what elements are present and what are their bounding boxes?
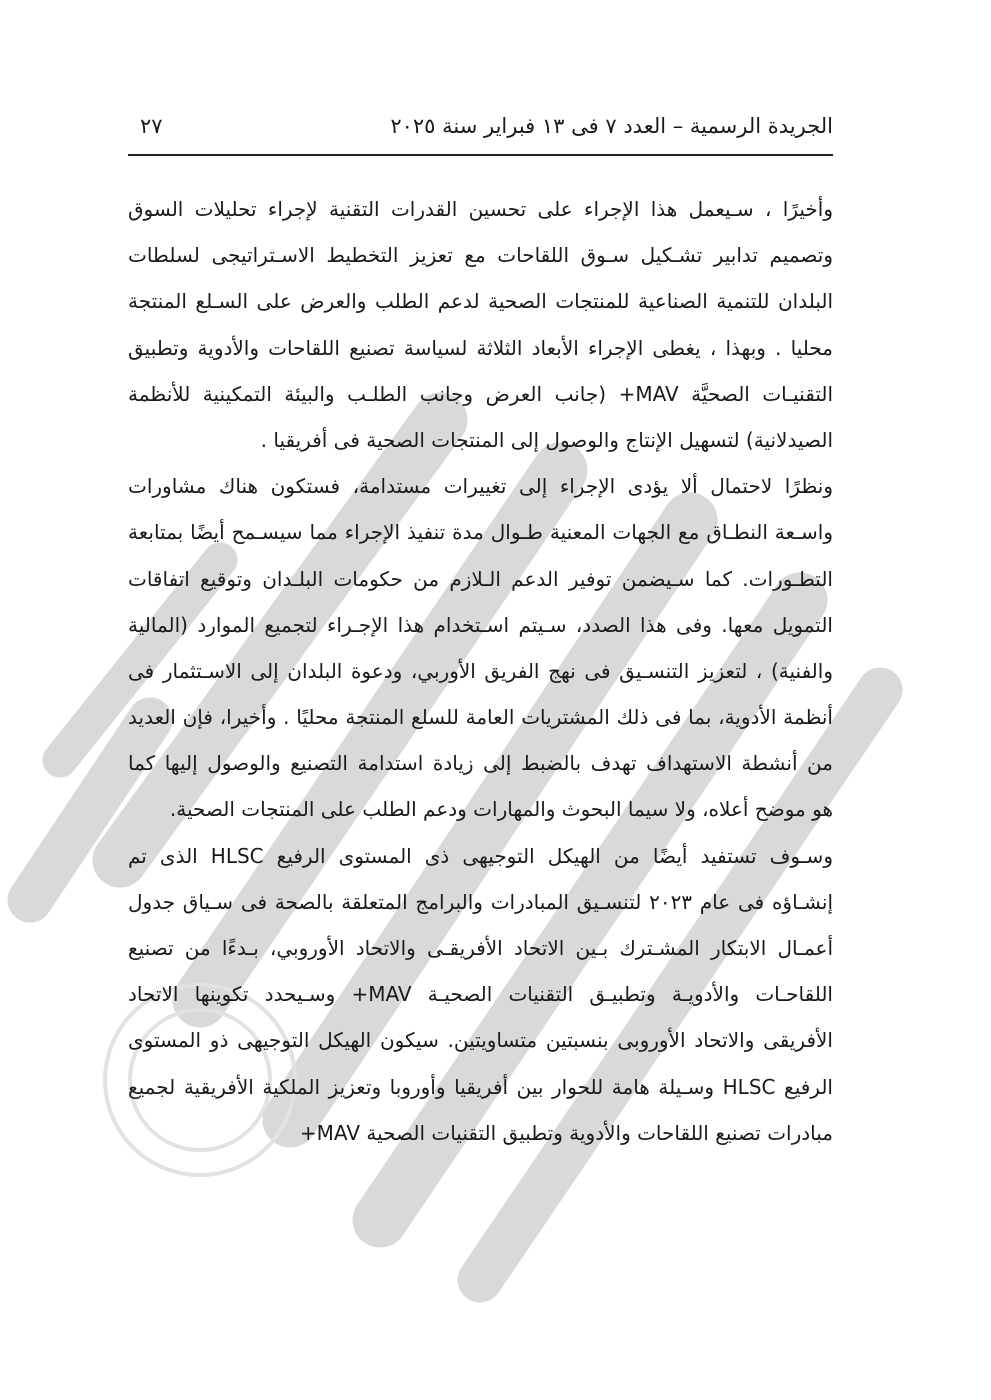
text-line: إنشـاؤه فى عام ٢٠٢٣ لتنسـيق المبادرات والبرامج المتعلقة بالصحة فى سـياق جدول (128, 889, 833, 914)
gazette-title: الجريدة الرسمية – العدد ٧ فى ١٣ فبراير سنة ٢٠٢٥ (390, 114, 833, 138)
text-line: التمويل معها. وفى هذا الصدد، سـيتم اسـتخدام هذا الإجـراء لتجميع الموارد (المالية (128, 612, 833, 637)
page-header (128, 108, 833, 156)
text-line: التطـورات. كما سـيضمن توفير الدعم الـلازم من حكومات البلـدان وتوقيع اتفاقات (128, 566, 833, 591)
text-line: هو موضح أعلاه، ولا سيما البحوث والمهارات ودعم الطلب على المنتجات الصحية. (169, 797, 833, 822)
text-line: محليا . وبهذا ، يغطى الإجراء الأبعاد الثلاثة لسياسة تصنيع اللقاحات والأدوية وتطبيق (128, 335, 833, 360)
text-line: الرفيع HLSC وسـيلة هامة للحوار بين أفريقيا وأوروبا وتعزيز الملكية الأفريقية لجميع (128, 1074, 833, 1099)
text-line: ونظرًا لاحتمال ألا يؤدى الإجراء إلى تغييرات مستدامة، فستكون هناك مشاورات (128, 474, 833, 499)
text-line: التقنيـات الصحيَّة MAV+ (جانب العرض وجانب الطلـب والبيئة التمكينية للأنظمة (128, 381, 833, 406)
text-line: الأفريقى والاتحاد الأوروبى بنسبتين متساويتين. سيكون الهيكل التوجيهى ذو المستوى (128, 1028, 833, 1053)
text-line: البلدان للتنمية الصناعية للمنتجات الصحية لدعم الطلب والعرض على السـلع المنتجة (128, 289, 833, 314)
text-line: والفنية) ، لتعزيز التنسـيق فى نهج الفريق الأوربي، ودعوة البلدان إلى الاسـتثمار فى (128, 658, 833, 683)
text-line: وتصميم تدابير تشـكيل سـوق اللقاحات مع تعزيز التخطيط الاسـتراتيجى لسلطات (128, 243, 833, 268)
text-line: مبادرات تصنيع اللقاحات والأدوية وتطبيق التقنيات الصحية MAV+ (299, 1120, 833, 1145)
text-line: أنظمة الأدوية، بما فى ذلك المشتريات العامة للسلع المنتجة محليًا . وأخيرا، فإن العديد (128, 705, 833, 730)
text-line: واسـعة النطـاق مع الجهات المعنية طـوال مدة تنفيذ الإجراء مما سيسـمح أيضًا بمتابعة (128, 520, 833, 545)
text-line: وأخيرًا ، سـيعمل هذا الإجراء على تحسين القدرات التقنية لإجراء تحليلات السوق (128, 197, 833, 221)
page-number: ٢٧ (140, 114, 163, 138)
text-line: من أنشطة الاستهداف تهدف بالضبط إلى زيادة استدامة التصنيع والوصول إليها كما (128, 751, 833, 776)
text-line: أعمـال الابتكار المشـترك بـين الاتحاد الأفريقـى والاتحاد الأوروبي، بـدءًا من تصنيع (128, 936, 833, 960)
article-body (128, 186, 833, 1156)
text-line: الصيدلانية) لتسهيل الإنتاج والوصول إلى المنتجات الصحية فى أفريقيا . (260, 427, 833, 452)
text-line: اللقاحـات والأدويـة وتطبيـق التقنيات الصحيـة MAV+ وسـيحدد تكوينها الاتحاد (128, 982, 833, 1007)
text-line: وسـوف تستفيد أيضًا من الهيكل التوجيهى ذى المستوى الرفيع HLSC الذى تم (128, 843, 833, 868)
